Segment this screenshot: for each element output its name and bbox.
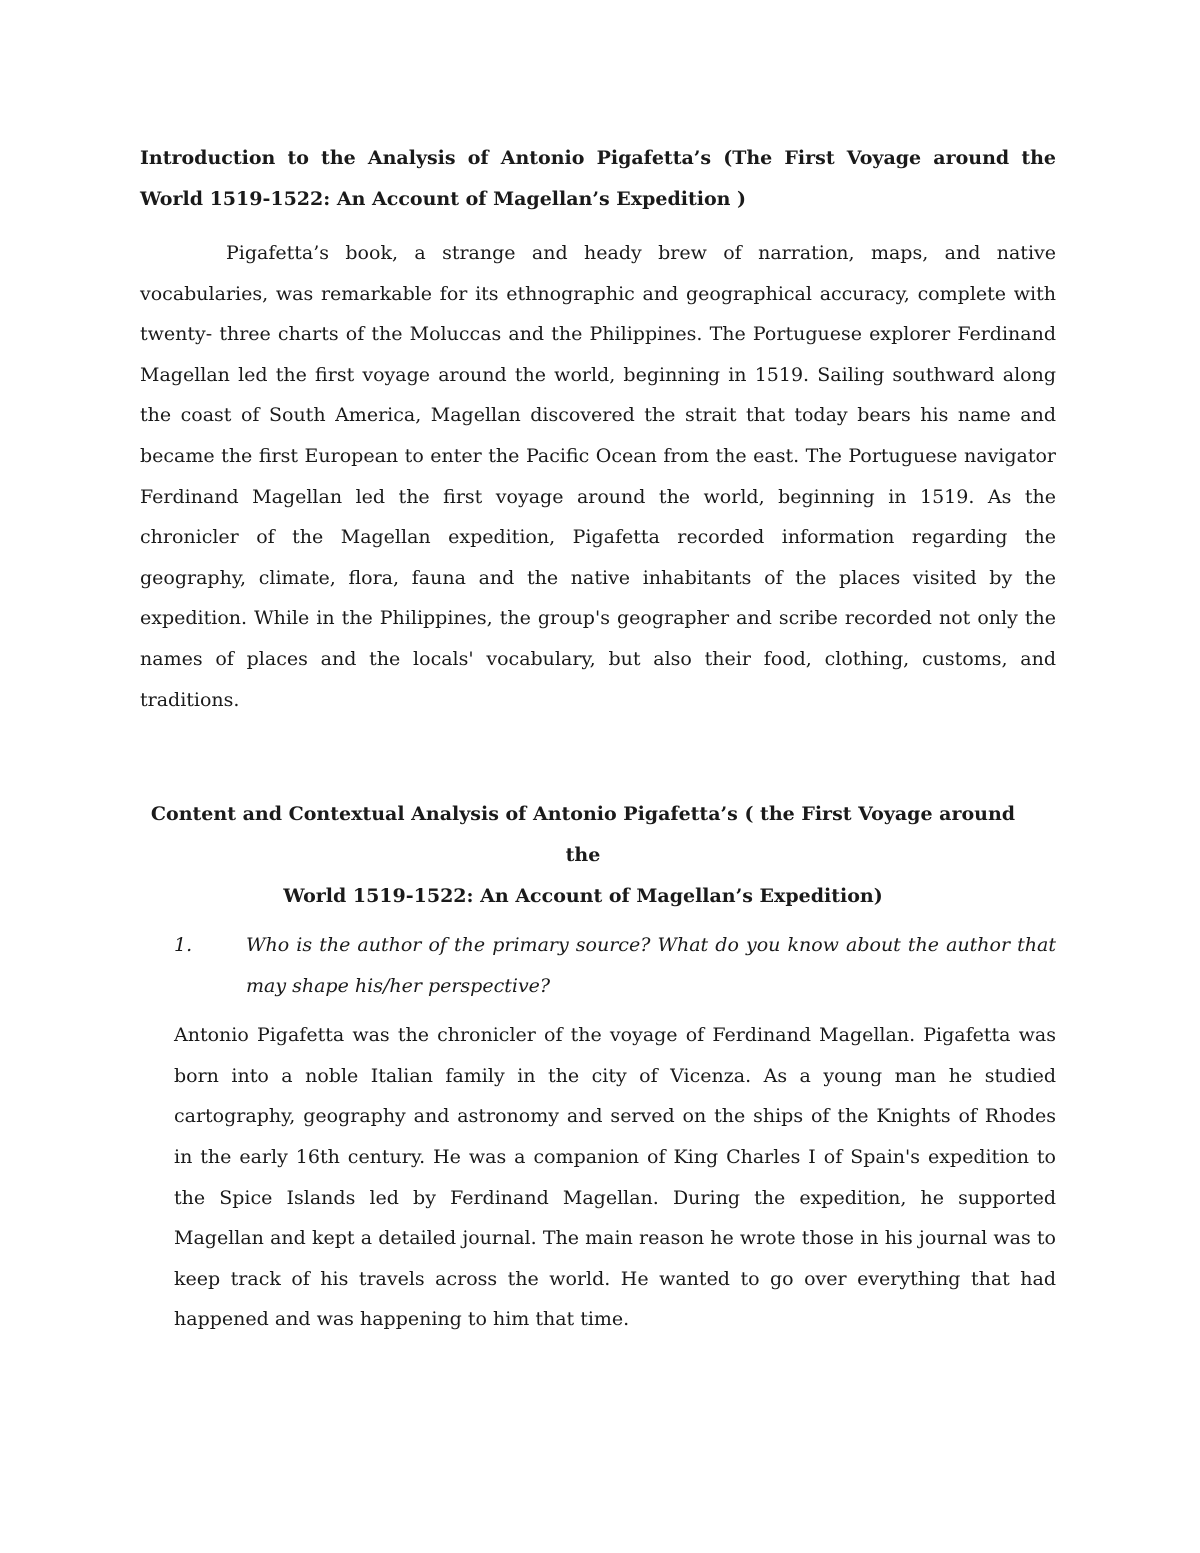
- document-page: [140, 138, 1056, 1340]
- content-analysis-heading-line-2: World 1519-1522: An Account of Magellan’s Expedition): [283, 885, 883, 908]
- answer-paragraph: Antonio Pigafetta was the chronicler of the voyage of Ferdinand Magellan. Pigafetta was born into a noble Italian family in the city of Vicenza. As a young man he studied cartography, geography and astronomy and served on the ships of the Knights of Rhodes in the early 16th century. He was a companion of King Charles I of Spain's expedition to the Spice Islands led by Ferdinand Magellan. During the expedition, he supported Magellan and kept a detailed journal. The main reason he wrote those in his journal was to keep track of his travels across the world. He wanted to go over everything that had happened and was happening to him that time.: [174, 1024, 1056, 1331]
- introduction-paragraph: Pigafetta’s book, a strange and heady brew of narration, maps, and native vocabularies, was remarkable for its ethnographic and geographical accuracy, complete with twenty- three charts of the Moluccas and the Philippines. The Portuguese explorer Ferdinand Magellan led the first voyage around the world, beginning in 1519. Sailing southward along the coast of South America, Magellan discovered the strait that today bears his name and became the first European to enter the Pacific Ocean from the east. The Portuguese navigator Ferdinand Magellan led the first voyage around the world, beginning in 1519. As the chronicler of the Magellan expedition, Pigafetta recorded information regarding the geography, climate, flora, fauna and the native inhabitants of the places visited by the expedition. While in the Philippines, the group's geographer and scribe recorded not only the names of places and the locals' vocabulary, but also their food, clothing, customs, and traditions.: [140, 242, 1056, 711]
- content-analysis-heading-line-1: Content and Contextual Analysis of Antonio Pigafetta’s ( the First Voyage around the: [150, 803, 1016, 867]
- question-list: [140, 925, 1056, 1007]
- content-analysis-heading: [140, 794, 1056, 917]
- question-item: [174, 925, 1056, 1007]
- introduction-heading: Introduction to the Analysis of Antonio Pigafetta’s (The First Voyage around the World 1519-1522: An Account of Magellan’s Expedition ): [140, 147, 1056, 210]
- question-text: Who is the author of the primary source? What do you know about the author that may shape his/her perspective?: [246, 934, 1056, 998]
- question-number: 1.: [174, 934, 193, 957]
